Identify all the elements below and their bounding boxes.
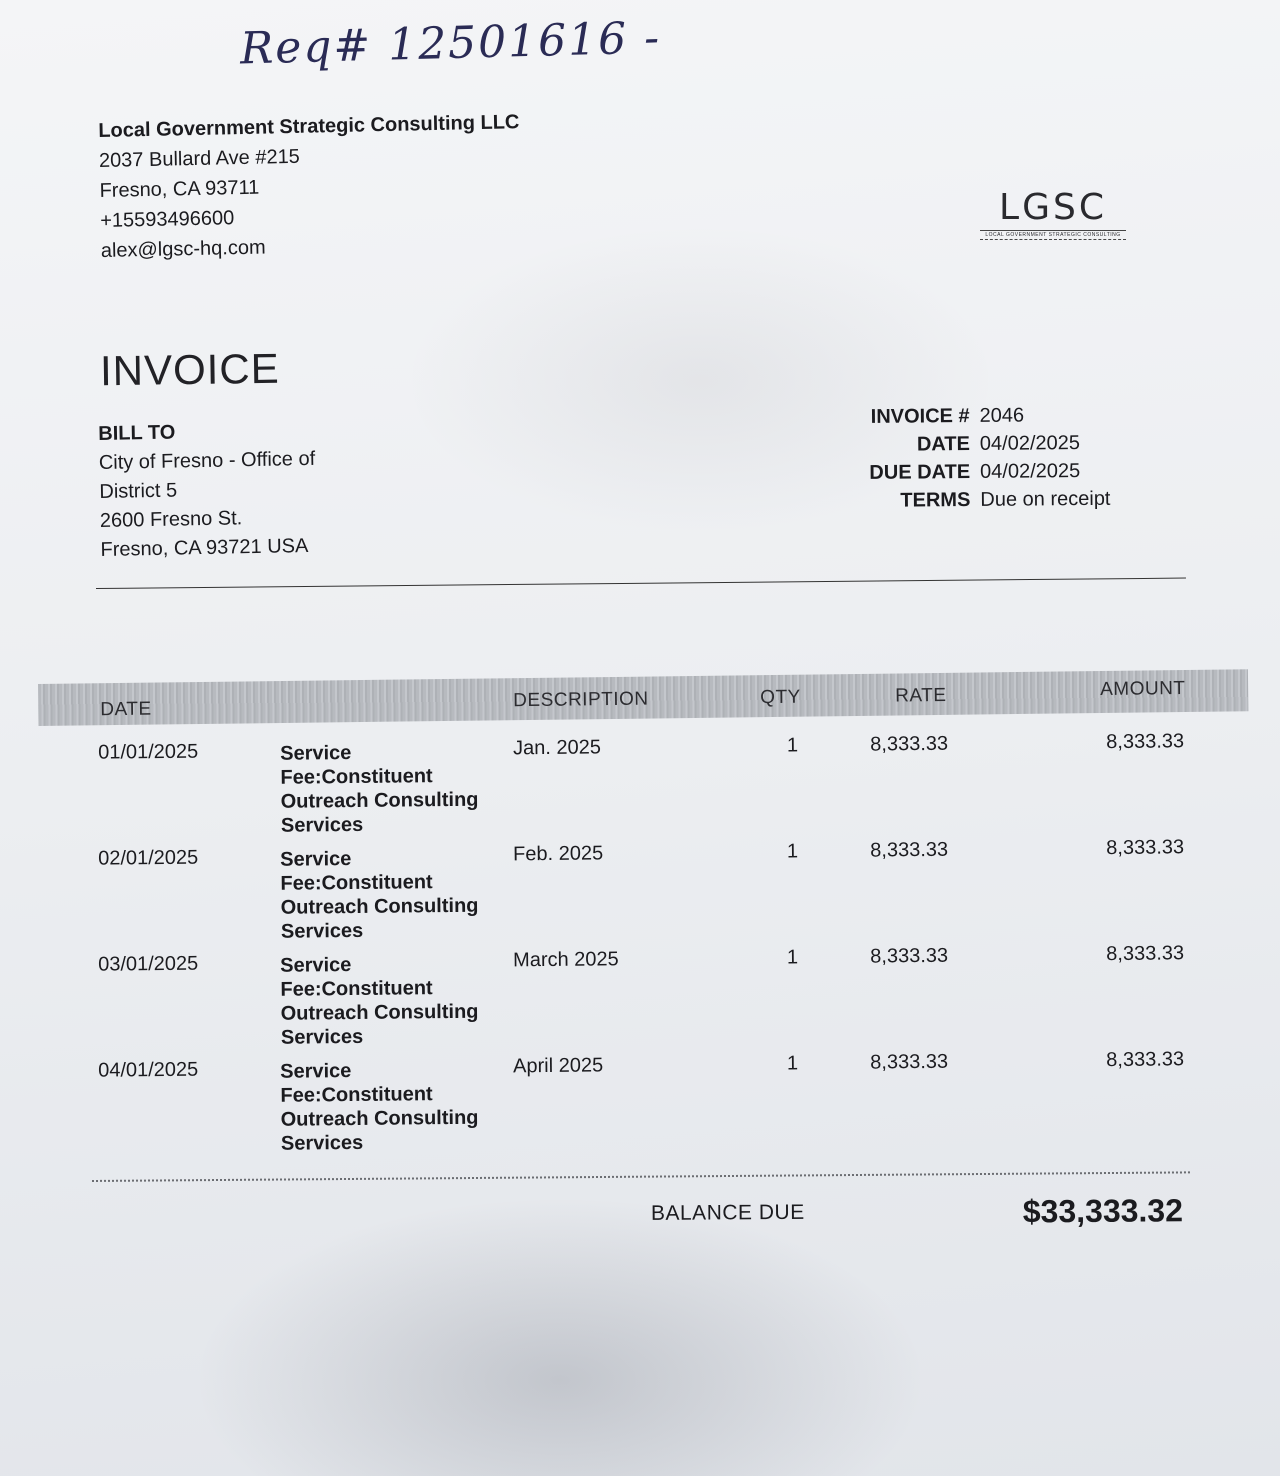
row-qty: 1 [786, 946, 799, 969]
invoice-number-value: 2046 [979, 404, 1025, 427]
row-rate: 8,333.33 [870, 732, 949, 756]
bill-to-line4: Fresno, CA 93721 USA [100, 534, 309, 561]
invoice-date-value: 04/02/2025 [979, 432, 1081, 455]
row-qty: 1 [786, 734, 799, 757]
company-email: alex@lgsc-hq.com [100, 236, 266, 262]
due-date-value: 04/02/2025 [980, 460, 1081, 483]
row-description: April 2025 [513, 1054, 604, 1078]
due-date-label: DUE DATE [869, 461, 971, 484]
logo-subtitle: LOCAL GOVERNMENT STRATEGIC CONSULTING [980, 230, 1126, 240]
row-rate: 8,333.33 [870, 944, 949, 968]
row-amount: 8,333.33 [1106, 836, 1185, 860]
company-phone: +15593496600 [99, 207, 235, 232]
logo-mark: LGSC [999, 187, 1107, 228]
row-qty: 1 [786, 1052, 799, 1075]
column-header-amount: AMOUNT [1100, 677, 1186, 701]
handwritten-requisition-note: Req# 12501616 - [239, 12, 662, 75]
balance-due-label: BALANCE DUE [650, 1200, 805, 1225]
terms-value: Due on receipt [980, 487, 1111, 511]
bill-to-line1: City of Fresno - Office of [98, 447, 316, 474]
table-row [0, 835, 1280, 958]
row-date: 01/01/2025 [98, 740, 199, 764]
row-amount: 8,333.33 [1106, 730, 1185, 754]
row-amount: 8,333.33 [1106, 942, 1185, 966]
terms-label: TERMS [900, 488, 971, 512]
balance-due-row [0, 1192, 1280, 1251]
column-header-date: DATE [100, 698, 152, 721]
balance-due-value: $33,333.32 [1022, 1192, 1184, 1230]
table-row [0, 729, 1280, 852]
row-service: Service Fee:Constituent Outreach Consulting Services [280, 742, 479, 837]
document-title: INVOICE [99, 344, 281, 395]
company-address-line2: Fresno, CA 93711 [99, 176, 260, 202]
row-service: Service Fee:Constituent Outreach Consulting Services [280, 848, 479, 943]
row-description: Feb. 2025 [513, 842, 604, 866]
row-date: 03/01/2025 [98, 952, 199, 976]
bill-to-label: BILL TO [98, 421, 176, 445]
row-qty: 1 [786, 840, 799, 863]
row-date: 04/01/2025 [98, 1058, 199, 1082]
table-row [0, 941, 1280, 1064]
row-service: Service Fee:Constituent Outreach Consulting Services [280, 954, 479, 1049]
column-header-description: DESCRIPTION [513, 688, 649, 712]
row-amount: 8,333.33 [1106, 1048, 1185, 1072]
company-address-line1: 2037 Bullard Ave #215 [98, 145, 301, 172]
invoice-number-label: INVOICE # [870, 405, 970, 428]
bill-to-line3: 2600 Fresno St. [99, 507, 243, 532]
row-service: Service Fee:Constituent Outreach Consulting Services [280, 1060, 479, 1155]
company-name: Local Government Strategic Consulting LLC [98, 111, 520, 142]
row-rate: 8,333.33 [870, 1050, 949, 1074]
row-description: Jan. 2025 [513, 736, 602, 760]
row-rate: 8,333.33 [870, 838, 949, 862]
row-description: March 2025 [513, 948, 619, 972]
table-row [0, 1047, 1280, 1170]
column-header-qty: QTY [760, 686, 801, 709]
bill-to-line2: District 5 [99, 479, 178, 503]
row-date: 02/01/2025 [98, 846, 199, 870]
column-header-rate: RATE [895, 684, 947, 707]
invoice-date-label: DATE [916, 433, 970, 456]
